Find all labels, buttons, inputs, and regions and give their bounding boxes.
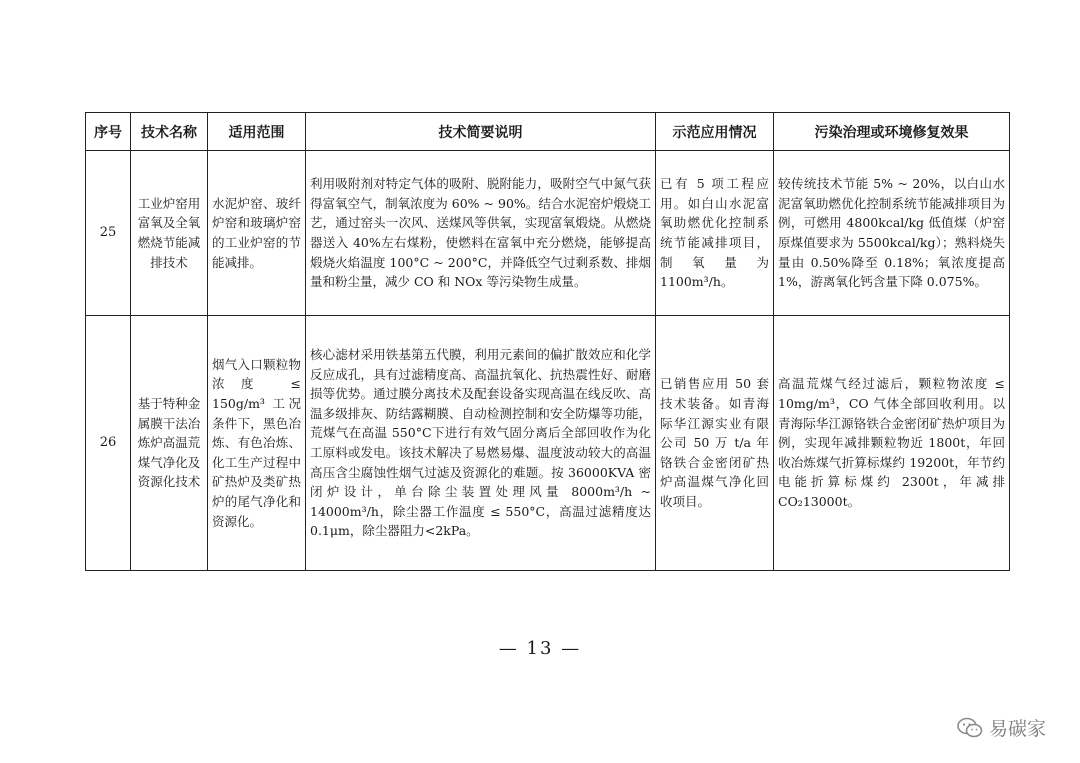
tech-name-cell: 工业炉窑用富氧及全氧燃烧节能减排技术 (131, 151, 208, 316)
effect-cell: 较传统技术节能 5% ~ 20%，以白山水泥富氧助燃优化控制系统节能减排项目为例，可燃用 4800kcal/kg 低值煤（炉窑原煤值要求为 5500kcal/kg）；熟料烧失量由 0.50%降至 0.18%；氧浓度提高 1%，游离氧化钙含量下降 0.075%。 (774, 151, 1010, 316)
row-number: 26 (86, 316, 131, 571)
table-row (86, 151, 1010, 316)
header-effect: 污染治理或环境修复效果 (774, 113, 1010, 151)
header-scope: 适用范围 (208, 113, 306, 151)
header-description: 技术简要说明 (306, 113, 656, 151)
header-tech-name: 技术名称 (131, 113, 208, 151)
application-cell: 已有 5 项工程应用。如白山水泥富氧助燃优化控制系统节能减排项目，制氧量为 1100m³/h。 (656, 151, 774, 316)
watermark-text: 易碳家 (988, 718, 1046, 740)
tech-name-cell: 基于特种金属膜干法冶炼炉高温荒煤气净化及资源化技术 (131, 316, 208, 571)
page-number: — 13 — (498, 638, 582, 659)
header-serial: 序号 (86, 113, 131, 151)
table-row (86, 316, 1010, 571)
header-application: 示范应用情况 (656, 113, 774, 151)
scope-cell: 水泥炉窑、玻纤炉窑和玻璃炉窑的工业炉窑的节能减排。 (208, 151, 306, 316)
description-cell: 利用吸附剂对特定气体的吸附、脱附能力，吸附空气中氮气获得富氧空气，制氧浓度为 60% ~ 90%。结合水泥窑炉煅烧工艺，通过窑头一次风、送煤风等供氧，实现富氧煅烧。从燃烧器送入 40%左右煤粉，使燃料在富氧中充分燃烧，能够提高煅烧火焰温度 100°C ~ 200°C，并降低空气过剩系数、排烟量和粉尘量，减少 CO 和 NOx 等污染物生成量。 (306, 151, 656, 316)
wechat-icon (957, 717, 983, 739)
application-cell: 已销售应用 50 套技术装备。如青海际华江源实业有限公司 50 万 t/a 年铬铁合金密闭矿热炉高温煤气净化回收项目。 (656, 316, 774, 571)
scope-cell: 烟气入口颗粒物浓度 ≤ 150g/m³ 工况条件下，黑色冶炼、有色冶炼、化工生产过程中矿热炉及类矿热炉的尾气净化和资源化。 (208, 316, 306, 571)
technology-table (85, 112, 1010, 571)
description-cell: 核心滤材采用铁基第五代膜，利用元素间的偏扩散效应和化学反应成孔，具有过滤精度高、高温抗氧化、抗热震性好、耐磨损等优势。通过膜分离技术及配套设备实现高温在线反吹、高温多级排灰、防结露糊膜、自动检测控制和安全防爆等功能，荒煤气在高温 550°C下进行有效气固分离后全部回收作为化工原料或发电。该技术解决了易燃易爆、温度波动较大的高温高压含尘腐蚀性烟气过滤及资源化的难题。按 36000KVA 密闭炉设计，单台除尘装置处理风量 8000m³/h ~ 14000m³/h，除尘器工作温度 ≤ 550°C，高温过滤精度达 0.1μm，除尘器阻力<2kPa。 (306, 316, 656, 571)
effect-cell: 高温荒煤气经过滤后，颗粒物浓度 ≤ 10mg/m³，CO 气体全部回收利用。以青海际华江源铬铁合金密闭矿热炉项目为例，实现年减排颗粒物近 1800t，年回收冶炼煤气折算标煤约 19200t，年节约电能折算标煤约 2300t，年减排 CO₂13000t。 (774, 316, 1010, 571)
row-number: 25 (86, 151, 131, 316)
table-header-row (86, 113, 1010, 151)
watermark (957, 714, 1046, 741)
